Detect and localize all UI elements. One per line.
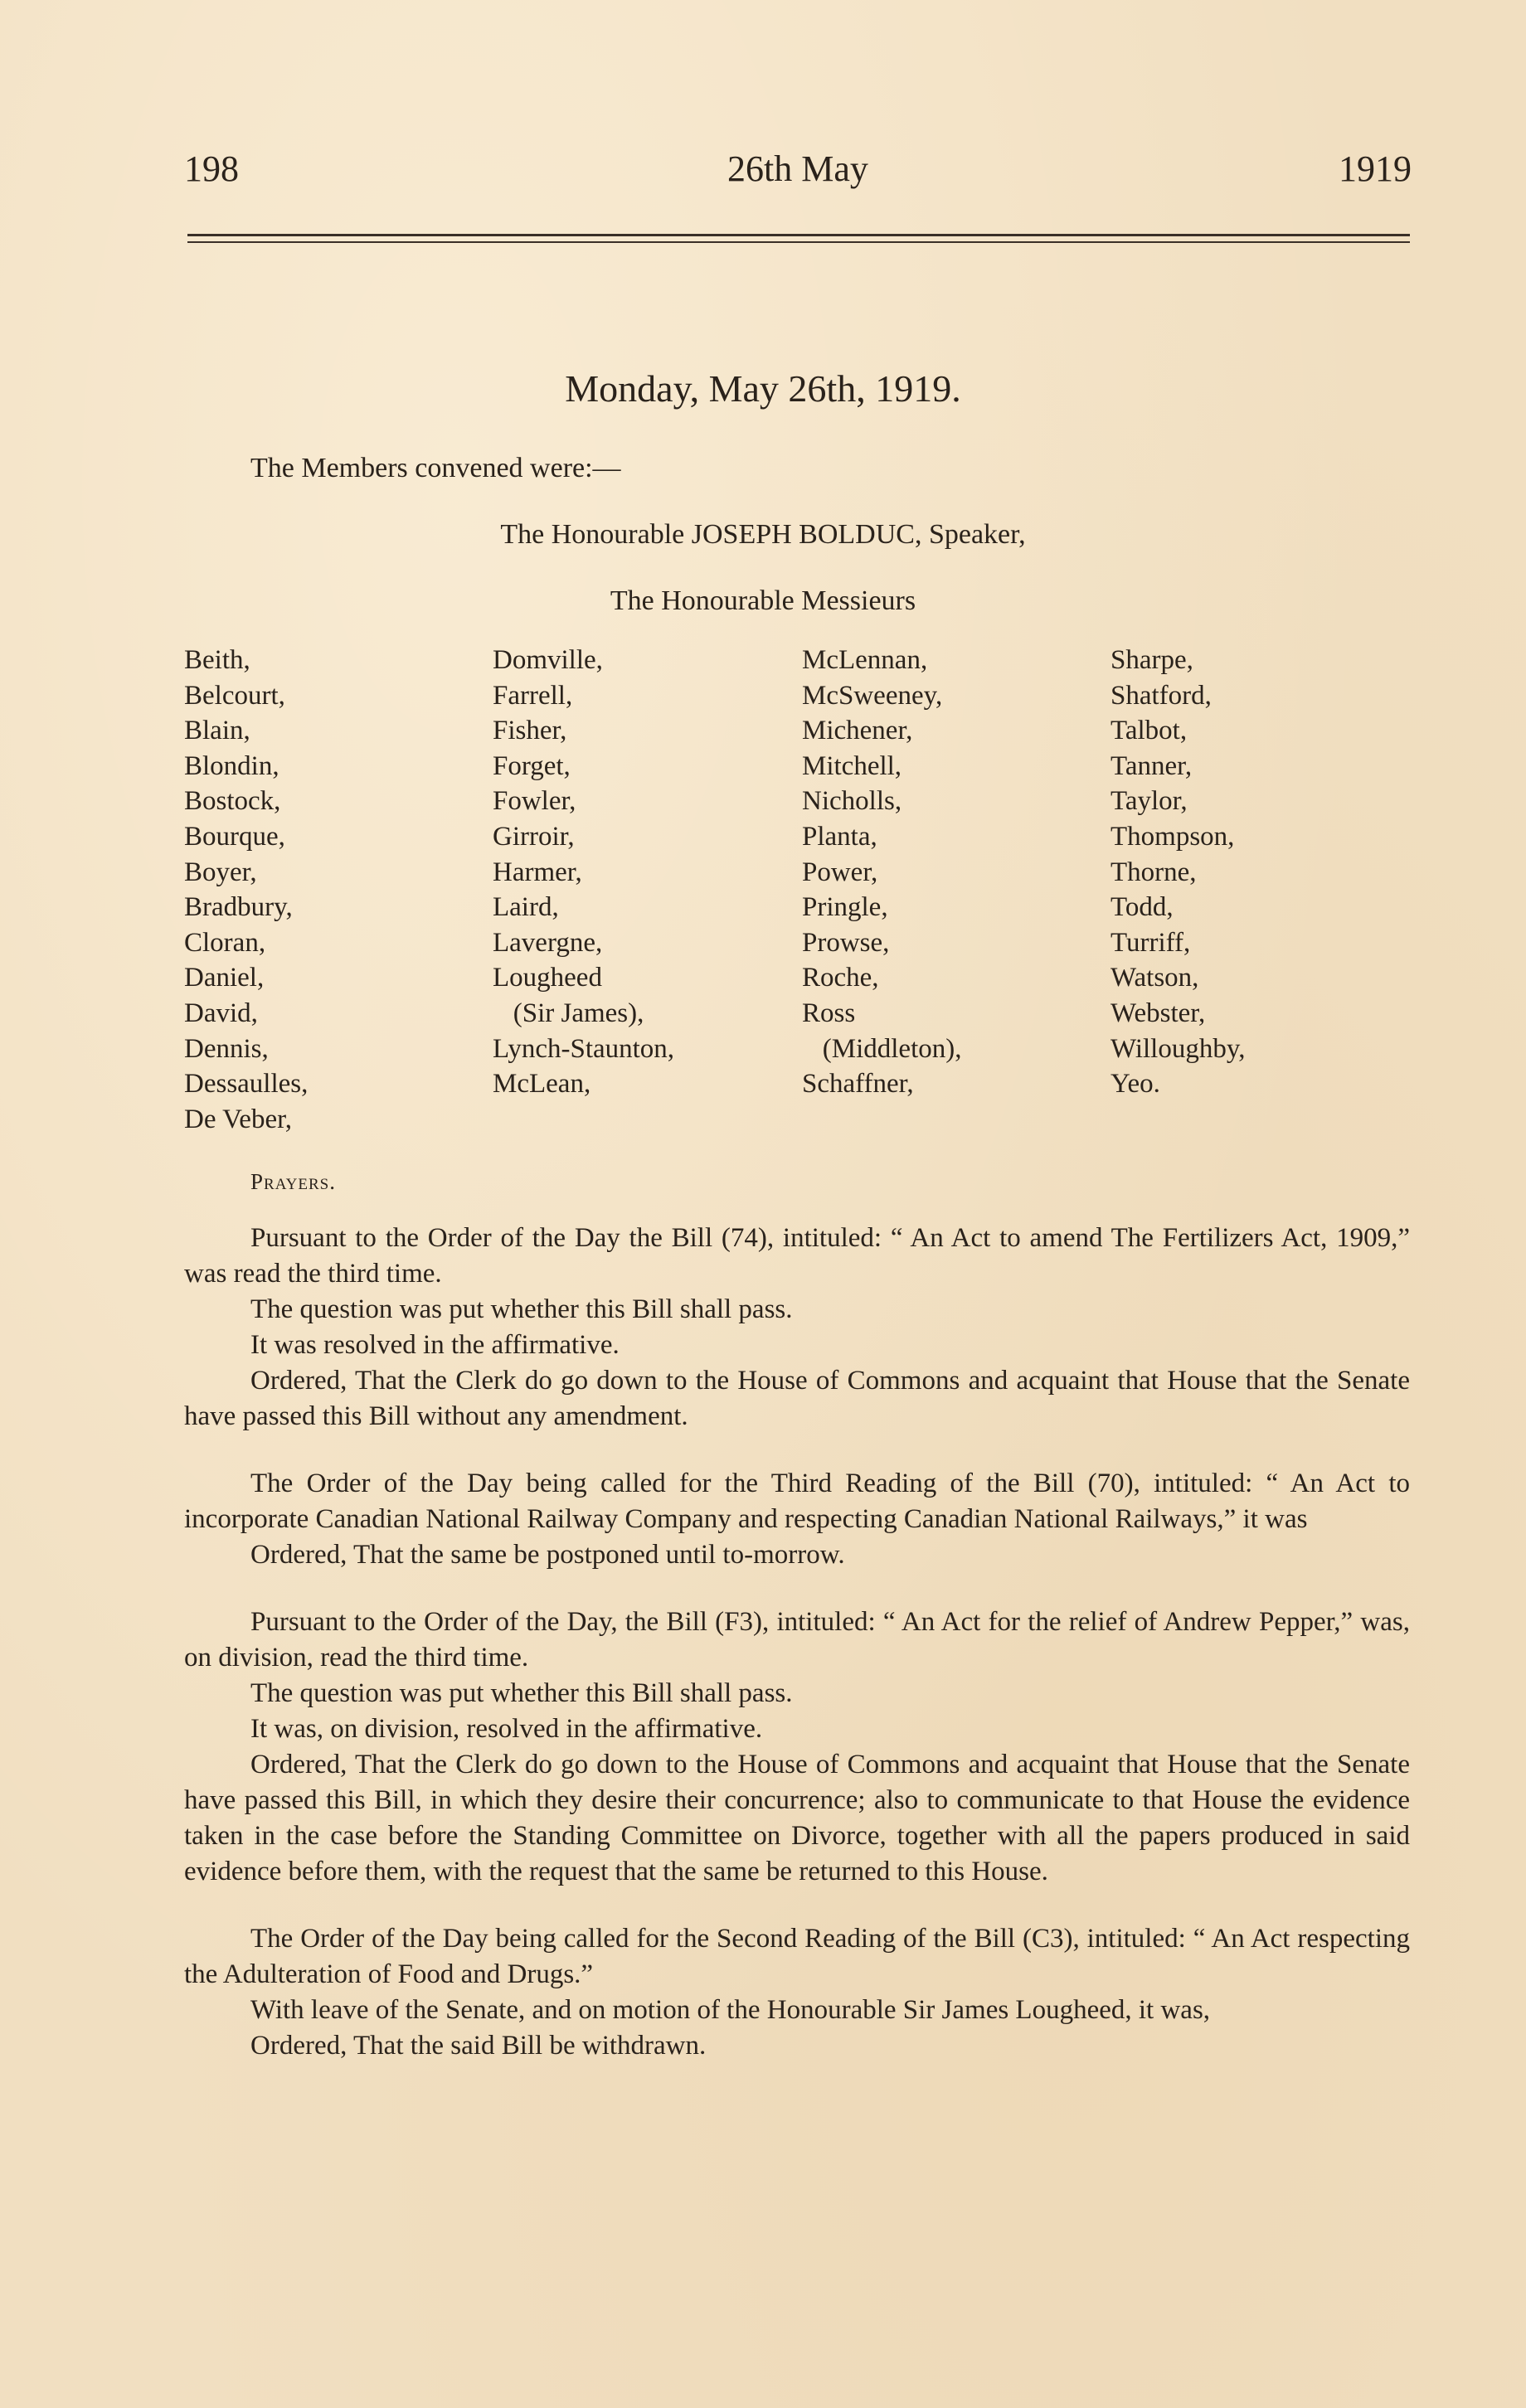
page-number: 198 [184, 148, 239, 189]
member-name: Dennis, [184, 1033, 269, 1064]
paragraph: It was, on division, resolved in the affirmative. [250, 1714, 763, 1744]
member-name: Lougheed [493, 963, 602, 993]
header-date: 26th May [727, 148, 868, 189]
member-name: Girroir, [493, 821, 575, 852]
member-name: (Sir James), [493, 998, 644, 1028]
member-name: Planta, [802, 821, 877, 852]
member-name: Farrell, [493, 680, 573, 711]
paragraph: Ordered, That the Clerk do go down to the House of Commons and acquaint that House that the Senate have passed this Bill without any amendment. [184, 1366, 1410, 1431]
member-name: Webster, [1110, 998, 1206, 1028]
member-name: Pringle, [802, 892, 888, 923]
member-name: David, [184, 998, 258, 1028]
members-column-4 [1110, 643, 1409, 1102]
member-name: Fowler, [493, 786, 576, 817]
member-name: Forget, [493, 750, 571, 781]
member-name: Fisher, [493, 716, 567, 746]
member-name: Shatford, [1110, 680, 1212, 711]
proceeding-item [184, 1605, 1410, 1890]
member-name: Beith, [184, 645, 250, 675]
paragraph: Pursuant to the Order of the Day the Bill (74), intituled: “ An Act to amend The Fertilizers Act, 1909,” was read the third time. [184, 1223, 1410, 1289]
member-name: Tanner, [1110, 750, 1193, 781]
member-name: Thorne, [1110, 857, 1197, 887]
paragraph: Ordered, That the said Bill be withdrawn. [250, 2031, 707, 2061]
member-name: Mitchell, [802, 750, 902, 781]
member-name: Prowse, [802, 927, 890, 958]
member-name: Turriff, [1110, 927, 1191, 958]
member-name: Harmer, [493, 857, 582, 887]
member-name: Willoughby, [1110, 1033, 1246, 1064]
speaker-line: The Honourable JOSEPH BOLDUC, Speaker, [500, 519, 1026, 550]
proceeding-item [184, 1221, 1410, 1435]
member-name: Blondin, [184, 750, 279, 781]
member-name: Thompson, [1110, 821, 1235, 852]
member-name: Daniel, [184, 963, 265, 993]
paragraph: Ordered, That the Clerk do go down to the House of Commons and acquaint that House that the Senate have passed this Bill, in which they desire their concurrence; also to communicate to that House the evidence taken in the case before the Standing Committee on Divorce, together with all the papers produced in said evidence before them, with the request that the same be returned to this House. [184, 1750, 1410, 1886]
member-name: Blain, [184, 716, 250, 746]
member-name: Bostock, [184, 786, 281, 817]
sitting-title: Monday, May 26th, 1919. [565, 367, 961, 410]
page-header [184, 148, 1412, 197]
messieurs-heading: The Honourable Messieurs [610, 585, 916, 616]
member-name: Yeo. [1110, 1069, 1160, 1100]
member-name: Nicholls, [802, 786, 902, 817]
member-name: Boyer, [184, 857, 257, 887]
paragraph: The question was put whether this Bill shall pass. [250, 1678, 793, 1708]
paragraph: With leave of the Senate, and on motion of the Honourable Sir James Lougheed, it was, [250, 1995, 1211, 2025]
member-name: (Middleton), [802, 1033, 962, 1064]
header-rule-secondary [187, 241, 1410, 243]
member-name: Power, [802, 857, 878, 887]
paragraph: Ordered, That the same be postponed until to-morrow. [250, 1540, 845, 1570]
proceedings [184, 1221, 1410, 2064]
member-name: Lynch-Staunton, [493, 1033, 675, 1064]
member-name: Watson, [1110, 963, 1199, 993]
paragraph: It was resolved in the affirmative. [250, 1330, 620, 1360]
member-name: Talbot, [1110, 716, 1188, 746]
member-name: Michener, [802, 716, 913, 746]
member-name: McLennan, [802, 645, 928, 675]
paragraph: The Order of the Day being called for the Second Reading of the Bill (C3), intituled: “ An Act respecting the Adulteration of Food and Drugs.” [184, 1924, 1410, 1989]
member-name: McSweeney, [802, 680, 943, 711]
member-name: Todd, [1110, 892, 1174, 923]
member-name: Ross [802, 998, 856, 1028]
member-name: Cloran, [184, 927, 266, 958]
members-column-2 [493, 643, 791, 1102]
paragraph: Pursuant to the Order of the Day, the Bill (F3), intituled: “ An Act for the relief of Andrew Pepper,” was, on division, read the third time. [184, 1607, 1410, 1672]
member-name: Schaffner, [802, 1069, 914, 1100]
member-name: Domville, [493, 645, 603, 675]
proceeding-item [184, 1466, 1410, 1573]
member-name: De Veber, [184, 1104, 293, 1134]
member-name: Laird, [493, 892, 559, 923]
member-name: Lavergne, [493, 927, 603, 958]
member-name: Sharpe, [1110, 645, 1193, 675]
prayers-heading: Prayers. [250, 1169, 336, 1194]
member-name: Belcourt, [184, 680, 285, 711]
members-convened-line: The Members convened were:— [250, 453, 621, 483]
member-name: McLean, [493, 1069, 591, 1100]
members-column-1 [184, 643, 483, 1137]
member-name: Bradbury, [184, 892, 293, 923]
member-name: Taylor, [1110, 786, 1188, 817]
member-name: Bourque, [184, 821, 285, 852]
paragraph: The Order of the Day being called for the Third Reading of the Bill (70), intituled: “ An Act to incorporate Canadian National Railway Company and respecting Canadian National Railways,” it was [184, 1469, 1410, 1534]
members-column-3 [802, 643, 1101, 1102]
member-name: Roche, [802, 963, 879, 993]
paragraph: The question was put whether this Bill shall pass. [250, 1294, 793, 1324]
proceeding-item [184, 1921, 1410, 2064]
header-rule [187, 234, 1410, 236]
header-year: 1919 [1339, 148, 1412, 189]
member-name: Dessaulles, [184, 1069, 309, 1100]
